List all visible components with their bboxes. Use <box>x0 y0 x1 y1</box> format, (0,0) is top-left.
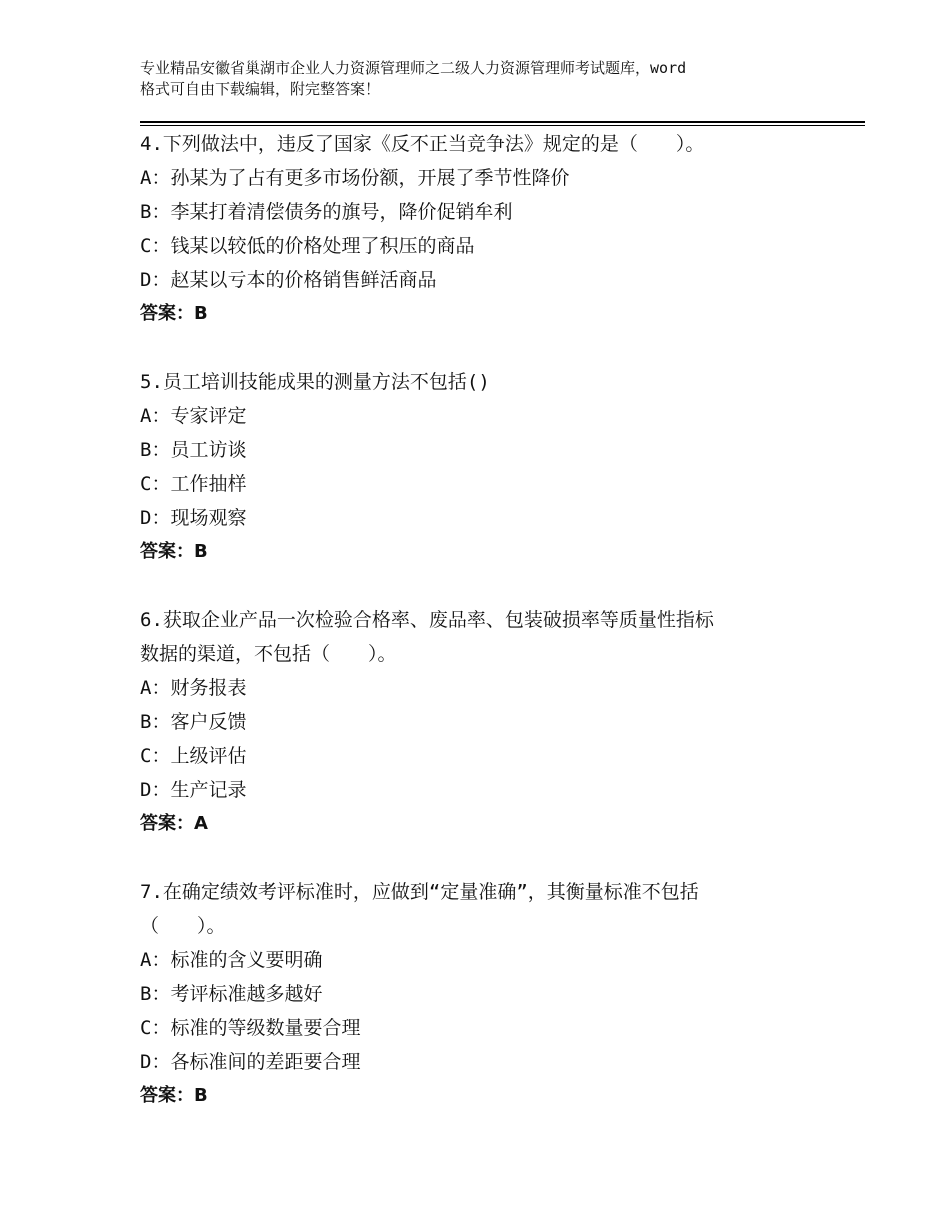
header-rule-thin <box>140 125 865 126</box>
question-stem: 5.员工培训技能成果的测量方法不包括() <box>140 371 490 393</box>
option-d: D：生产记录 <box>140 779 247 801</box>
question-stem-continued: （ ）。 <box>140 915 226 937</box>
answer: 答案：B <box>140 541 208 562</box>
spacer <box>140 331 840 365</box>
document-header <box>140 58 830 100</box>
answer: 答案：B <box>140 1085 208 1106</box>
option-d: D：现场观察 <box>140 507 247 529</box>
answer: 答案：B <box>140 303 208 324</box>
question-stem: 4.下列做法中，违反了国家《反不正当竞争法》规定的是（ ）。 <box>140 133 705 155</box>
option-a: A：财务报表 <box>140 677 247 699</box>
option-b: B：李某打着清偿债务的旗号，降价促销牟利 <box>140 201 513 223</box>
option-c: C：上级评估 <box>140 745 247 767</box>
question-6 <box>140 603 840 841</box>
option-a: A：孙某为了占有更多市场份额，开展了季节性降价 <box>140 167 570 189</box>
header-line-1: 专业精品安徽省巢湖市企业人力资源管理师之二级人力资源管理师考试题库，word <box>140 59 687 77</box>
question-stem: 6.获取企业产品一次检验合格率、废品率、包装破损率等质量性指标 <box>140 609 714 631</box>
header-rule-thick <box>140 121 865 123</box>
option-c: C：工作抽样 <box>140 473 247 495</box>
question-5 <box>140 365 840 569</box>
answer: 答案：A <box>140 813 208 834</box>
question-4 <box>140 127 840 331</box>
option-a: A：标准的含义要明确 <box>140 949 323 971</box>
option-c: C：钱某以较低的价格处理了积压的商品 <box>140 235 475 257</box>
option-b: B：考评标准越多越好 <box>140 983 323 1005</box>
option-b: B：员工访谈 <box>140 439 247 461</box>
question-stem-continued: 数据的渠道，不包括（ ）。 <box>140 643 397 665</box>
option-d: D：赵某以亏本的价格销售鲜活商品 <box>140 269 437 291</box>
option-d: D：各标准间的差距要合理 <box>140 1051 361 1073</box>
question-list <box>140 127 840 1113</box>
spacer <box>140 569 840 603</box>
question-7 <box>140 875 840 1113</box>
spacer <box>140 841 840 875</box>
option-b: B：客户反馈 <box>140 711 247 733</box>
header-line-2: 格式可自由下载编辑，附完整答案！ <box>140 80 381 98</box>
option-a: A：专家评定 <box>140 405 247 427</box>
option-c: C：标准的等级数量要合理 <box>140 1017 361 1039</box>
question-stem: 7.在确定绩效考评标准时，应做到“定量准确”，其衡量标准不包括 <box>140 881 699 903</box>
